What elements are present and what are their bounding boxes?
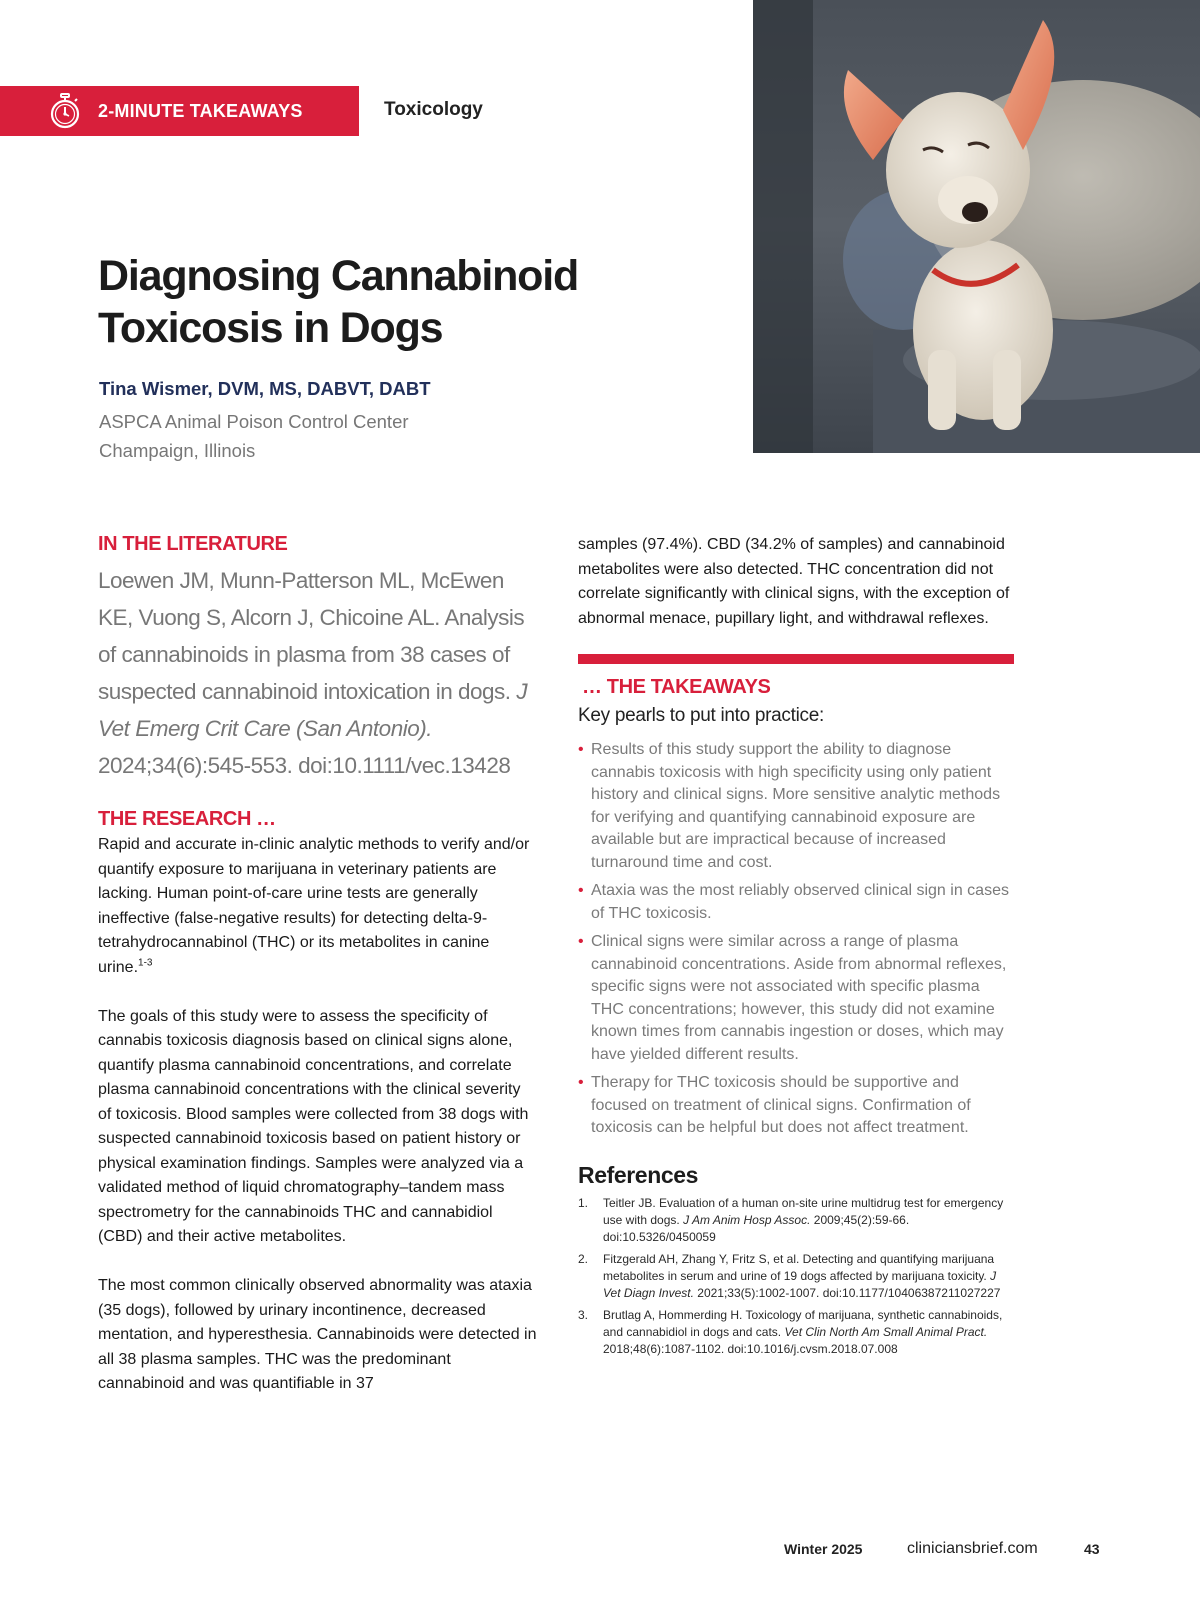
takeaway-item: • Clinical signs were similar across a range of plasma cannabinoid concentrations. Aside from abnormal reflexes, specific signs were not associated with specific plasma THC concentrations; however, this study did not examine known times from cannabis ingestion or doses, which may have yielded different results. xyxy=(578,933,1007,1063)
research-paragraph-2: The goals of this study were to assess the specificity of cannabis toxicosis diagnosis based on clinical signs alone, quantify plasma cannabinoid concentrations, and correlate plasma cannabinoid concentrations with the clinical severity of toxicosis. Blood samples were collected from 38 dogs with suspected cannabinoid toxicosis based on patient history or physical examination findings. Samples were analyzed via a validated method of liquid chromatography–tandem mass spectrometry for the cannabinoids THC and cannabidiol (CBD) and their active metabolites. xyxy=(98,1007,529,1245)
reference-item: 1. Teitler JB. Evaluation of a human on-site urine multidrug test for emergency use with dogs. J Am Anim Hosp Assoc. 2009;45(2):59-66. doi:10.5326/0450059 xyxy=(578,1195,1004,1244)
bullet-icon: • xyxy=(578,933,584,950)
takeaways-banner xyxy=(0,86,359,136)
bullet-icon: • xyxy=(578,1074,584,1091)
citation-details: 2024;34(6):545-553. doi:10.1111/vec.13428 xyxy=(98,753,511,778)
affiliation-line-2: Champaign, Illinois xyxy=(99,440,256,461)
references-heading: References xyxy=(578,1161,699,1188)
takeaway-item: • Ataxia was the most reliably observed clinical sign in cases of THC toxicosis. xyxy=(578,882,1009,922)
citation-journal: J Vet Emerg Crit Care (San Antonio). xyxy=(98,679,528,741)
section-tag: Toxicology xyxy=(384,99,483,120)
takeaway-item: • Therapy for THC toxicosis should be supportive and focused on treatment of clinical signs. Confirmation of toxicosis can be helpful but does not affect treatment. xyxy=(578,1074,971,1136)
research-paragraph-1: Rapid and accurate in-clinic analytic methods to verify and/or quantify exposure to marijuana in veterinary patients are lacking. Human point-of-care urine tests are generally ineffective (false-negative results) for detecting delta-9-tetrahydrocannabinol (THC) or its metabolites in canine urine.$^{1-3}$ xyxy=(98,836,530,976)
research-heading: THE RESEARCH … xyxy=(98,808,276,830)
author-name: Tina Wismer, DVM, MS, DABVT, DABT xyxy=(99,378,431,399)
website-link[interactable]: cliniciansbrief.com xyxy=(907,1540,1038,1557)
literature-heading: IN THE LITERATURE xyxy=(98,533,288,555)
title-line-2: Toxicosis in Dogs xyxy=(98,304,443,352)
takeaways-list xyxy=(578,739,1014,1140)
reference-item: 2. Fitzgerald AH, Zhang Y, Fritz S, et al. Detecting and quantifying marijuana metabolites in serum and urine of 19 dogs affected by marijuana toxicity. J Vet Diagn Invest. 2021;33(5):1002-1007. doi:10.1177/10406387211027227 xyxy=(578,1251,1001,1300)
affiliation-line-1: ASPCA Animal Poison Control Center xyxy=(99,411,409,432)
divider-rule xyxy=(578,654,1014,664)
issue-season: Winter 2025 xyxy=(784,1541,863,1557)
citation-superscript: 1-3 xyxy=(138,957,153,969)
right-column xyxy=(578,533,1014,1363)
references-list xyxy=(578,1195,1014,1358)
reference-item: 3. Brutlag A, Hommerding H. Toxicology of marijuana, synthetic cannabinoids, and cannabidiol in dogs and cats. Vet Clin North Am Small Animal Pract. 2018;48(6):1087-1102. doi:10.1016/j.cvsm.2018.07.008 xyxy=(578,1307,1003,1356)
article-title xyxy=(98,250,658,354)
research-paragraph-3-continued: samples (97.4%). CBD (34.2% of samples) and cannabinoid metabolites were also detected. THC concentration did not correlate significantly with clinical signs, with the exception of abnormal menace, pupillary light, and withdrawal reflexes. xyxy=(578,536,1010,627)
bullet-icon: • xyxy=(578,882,584,899)
banner-label: 2-MINUTE TAKEAWAYS xyxy=(98,100,303,121)
takeaway-item: • Results of this study support the ability to diagnose cannabis toxicosis with high specificity using only patient history and clinical signs. More sensitive analytic methods for verifying and quantifying cannabinoid exposure are available but are impractical because of increased turnaround time and cost. xyxy=(578,741,1001,871)
research-body xyxy=(98,833,538,1397)
page-number: 43 xyxy=(1084,1541,1100,1557)
left-column xyxy=(98,533,538,1421)
literature-citation xyxy=(98,562,538,784)
author-affiliation xyxy=(99,407,409,465)
bullet-icon: • xyxy=(578,741,584,758)
page-footer xyxy=(0,1541,1200,1565)
citation-text: Loewen JM, Munn-Patterson ML, McEwen KE, Vuong S, Alcorn J, Chicoine AL. Analysis of cannabinoids in plasma from 38 cases of suspected cannabinoid intoxication in dogs. xyxy=(98,568,525,704)
stopwatch-icon xyxy=(48,92,82,130)
takeaways-heading: … THE TAKEAWAYS xyxy=(582,676,771,698)
title-line-1: Diagnosing Cannabinoid xyxy=(98,252,579,300)
research-paragraph-3: The most common clinically observed abnormality was ataxia (35 dogs), followed by urinary incontinence, decreased mentation, and hyperesthesia. Cannabinoids were detected in all 38 plasma samples. THC was the predominant cannabinoid and was quantifiable in 37 xyxy=(98,1277,537,1392)
dog-photo xyxy=(753,0,1200,453)
takeaways-subheading: Key pearls to put into practice: xyxy=(578,705,824,726)
